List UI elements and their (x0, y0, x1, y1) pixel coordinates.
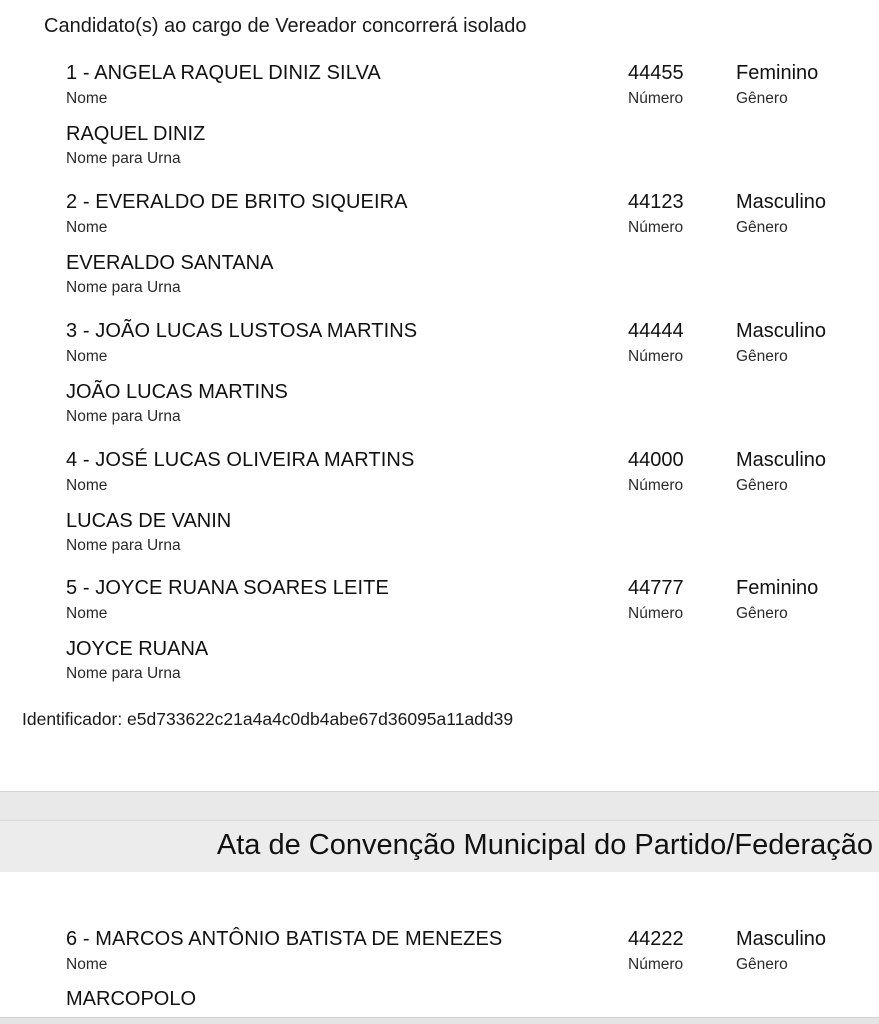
candidate-name: 3 - JOÃO LUCAS LUSTOSA MARTINS (66, 320, 418, 342)
candidate-entry (0, 577, 879, 697)
ballot-name-label: Nome para Urna (66, 408, 181, 425)
candidate-number: 44444 (628, 320, 684, 342)
gender-label: Gênero (736, 605, 788, 622)
candidate-gender: Masculino (736, 191, 827, 213)
candidate-gender: Feminino (736, 577, 819, 599)
candidate-name: 2 - EVERALDO DE BRITO SIQUEIRA (66, 191, 408, 213)
candidate-entry (0, 191, 879, 311)
page-header-title: Ata de Convenção Municipal do Partido/Federação (216, 829, 873, 861)
page-bottom-edge (0, 1017, 879, 1024)
page-separator (0, 791, 879, 821)
candidate-name: 1 - ANGELA RAQUEL DINIZ SILVA (66, 62, 381, 84)
gender-label: Gênero (736, 956, 788, 973)
gender-label: Gênero (736, 90, 788, 107)
candidate-ballot-name: MARCOPOLO (66, 988, 197, 1010)
ballot-name-label: Nome para Urna (66, 150, 181, 167)
candidate-gender: Feminino (736, 62, 819, 84)
ballot-name-label: Nome para Urna (66, 665, 181, 682)
candidate-number: 44777 (628, 577, 684, 599)
candidate-number: 44222 (628, 928, 684, 950)
ballot-name-label: Nome para Urna (66, 279, 181, 296)
number-label: Número (628, 90, 684, 107)
candidate-gender: Masculino (736, 928, 827, 950)
candidate-ballot-name: JOÃO LUCAS MARTINS (66, 381, 288, 403)
name-label: Nome (66, 956, 108, 973)
candidate-name: 5 - JOYCE RUANA SOARES LEITE (66, 577, 389, 599)
name-label: Nome (66, 477, 108, 494)
candidate-number: 44123 (628, 191, 684, 213)
candidate-entry (0, 449, 879, 569)
number-label: Número (628, 348, 684, 365)
candidate-ballot-name: RAQUEL DINIZ (66, 123, 206, 145)
candidate-ballot-name: LUCAS DE VANIN (66, 510, 232, 532)
name-label: Nome (66, 605, 108, 622)
candidate-ballot-name: EVERALDO SANTANA (66, 252, 274, 274)
number-label: Número (628, 956, 684, 973)
gender-label: Gênero (736, 219, 788, 236)
page-header (0, 820, 879, 872)
candidate-number: 44455 (628, 62, 684, 84)
candidate-name: 4 - JOSÉ LUCAS OLIVEIRA MARTINS (66, 449, 415, 471)
candidate-gender: Masculino (736, 449, 827, 471)
candidate-gender: Masculino (736, 320, 827, 342)
candidate-number: 44000 (628, 449, 684, 471)
name-label: Nome (66, 348, 108, 365)
number-label: Número (628, 477, 684, 494)
document-identifier: Identificador: e5d733622c21a4a4c0db4abe67d36095a11add39 (22, 709, 514, 729)
section-title: Candidato(s) ao cargo de Vereador concorrerá isolado (44, 15, 527, 37)
gender-label: Gênero (736, 477, 788, 494)
candidate-ballot-name: JOYCE RUANA (66, 638, 209, 660)
number-label: Número (628, 605, 684, 622)
gender-label: Gênero (736, 348, 788, 365)
candidate-entry (0, 62, 879, 182)
ballot-name-label: Nome para Urna (66, 537, 181, 554)
number-label: Número (628, 219, 684, 236)
candidate-name: 6 - MARCOS ANTÔNIO BATISTA DE MENEZES (66, 928, 503, 950)
candidate-entry (0, 320, 879, 440)
name-label: Nome (66, 219, 108, 236)
name-label: Nome (66, 90, 108, 107)
candidate-entry (0, 928, 879, 1017)
